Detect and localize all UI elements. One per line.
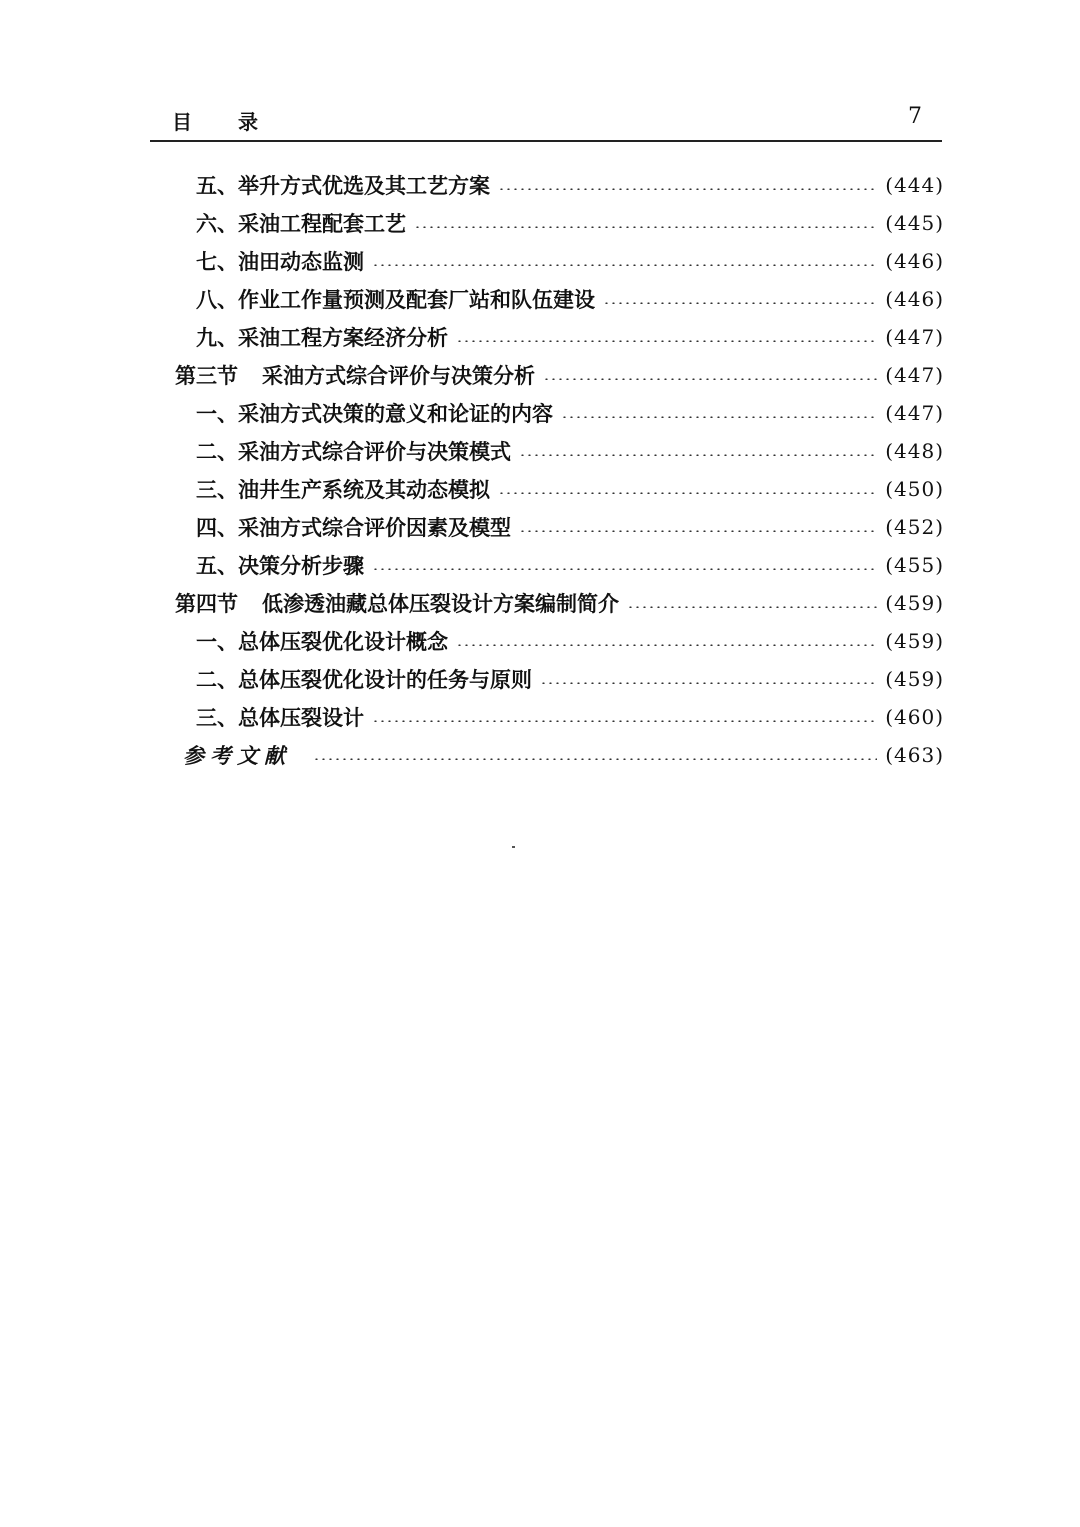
dot-leader (603, 302, 877, 304)
toc-entry-page: (459) (885, 667, 944, 691)
dot-leader (414, 226, 877, 228)
toc-entry-label: 九、采油工程方案经济分析 (196, 325, 448, 350)
toc-section-label: 采油方式综合评价与决策分析 (262, 363, 535, 388)
toc-entry-page: (444) (885, 173, 944, 197)
toc-entry-label: 七、油田动态监测 (196, 249, 364, 274)
toc-entry[interactable] (196, 280, 944, 318)
toc-entry[interactable] (196, 698, 944, 736)
toc-entry-page: (446) (885, 249, 944, 273)
toc-entry[interactable] (196, 546, 944, 584)
toc-section[interactable] (175, 356, 944, 394)
toc-entry[interactable] (196, 318, 944, 356)
header-rule (150, 140, 942, 142)
header-title: 目录 (172, 110, 304, 134)
toc-entry-page: (455) (885, 553, 944, 577)
toc-entry[interactable] (196, 204, 944, 242)
toc-entry[interactable] (196, 660, 944, 698)
dot-leader (540, 682, 877, 684)
toc-entry-page: (450) (885, 477, 944, 501)
dot-leader (498, 492, 877, 494)
toc-entry-label: 三、总体压裂设计 (196, 705, 364, 730)
toc-entry[interactable] (196, 432, 944, 470)
toc-entry[interactable] (196, 166, 944, 204)
toc-entry-label: 二、总体压裂优化设计的任务与原则 (196, 667, 532, 692)
toc-entry-page: (459) (885, 629, 944, 653)
toc-entry[interactable] (196, 622, 944, 660)
scan-speck (512, 846, 515, 848)
toc-entry[interactable] (196, 242, 944, 280)
dot-leader (372, 568, 877, 570)
dot-leader (561, 416, 877, 418)
dot-leader (372, 264, 877, 266)
references-label: 参考文献 (183, 743, 291, 768)
dot-leader (313, 758, 877, 760)
dot-leader (627, 606, 877, 608)
page-number: 7 (908, 104, 922, 129)
toc-entry-page: (447) (885, 401, 944, 425)
toc-entry-page: (452) (885, 515, 944, 539)
dot-leader (498, 188, 877, 190)
dot-leader (456, 340, 877, 342)
section-number: 第四节 (175, 591, 238, 616)
toc-section-label: 低渗透油藏总体压裂设计方案编制简介 (262, 591, 619, 616)
toc-section[interactable] (175, 584, 944, 622)
toc-references[interactable] (183, 736, 944, 774)
dot-leader (543, 378, 877, 380)
dot-leader (372, 720, 877, 722)
toc-entry-label: 六、采油工程配套工艺 (196, 211, 406, 236)
toc-entry-label: 五、举升方式优选及其工艺方案 (196, 173, 490, 198)
toc-entry-label: 八、作业工作量预测及配套厂站和队伍建设 (196, 287, 595, 312)
toc-entry[interactable] (196, 394, 944, 432)
dot-leader (519, 454, 877, 456)
references-page: (463) (885, 743, 944, 767)
toc-entry-page: (446) (885, 287, 944, 311)
toc-section-page: (447) (885, 363, 944, 387)
dot-leader (456, 644, 877, 646)
toc-entry[interactable] (196, 470, 944, 508)
toc-entry-label: 一、采油方式决策的意义和论证的内容 (196, 401, 553, 426)
toc-entry-label: 一、总体压裂优化设计概念 (196, 629, 448, 654)
toc-entry-label: 三、油井生产系统及其动态模拟 (196, 477, 490, 502)
toc-entry-page: (445) (885, 211, 944, 235)
toc-entry-page: (460) (885, 705, 944, 729)
toc-entry-page: (448) (885, 439, 944, 463)
section-number: 第三节 (175, 363, 238, 388)
toc-entry-label: 二、采油方式综合评价与决策模式 (196, 439, 511, 464)
toc-entry-label: 五、决策分析步骤 (196, 553, 364, 578)
toc-entry-label: 四、采油方式综合评价因素及模型 (196, 515, 511, 540)
toc-entry-page: (447) (885, 325, 944, 349)
dot-leader (519, 530, 877, 532)
running-header (150, 98, 942, 138)
toc-section-page: (459) (885, 591, 944, 615)
toc-entry[interactable] (196, 508, 944, 546)
